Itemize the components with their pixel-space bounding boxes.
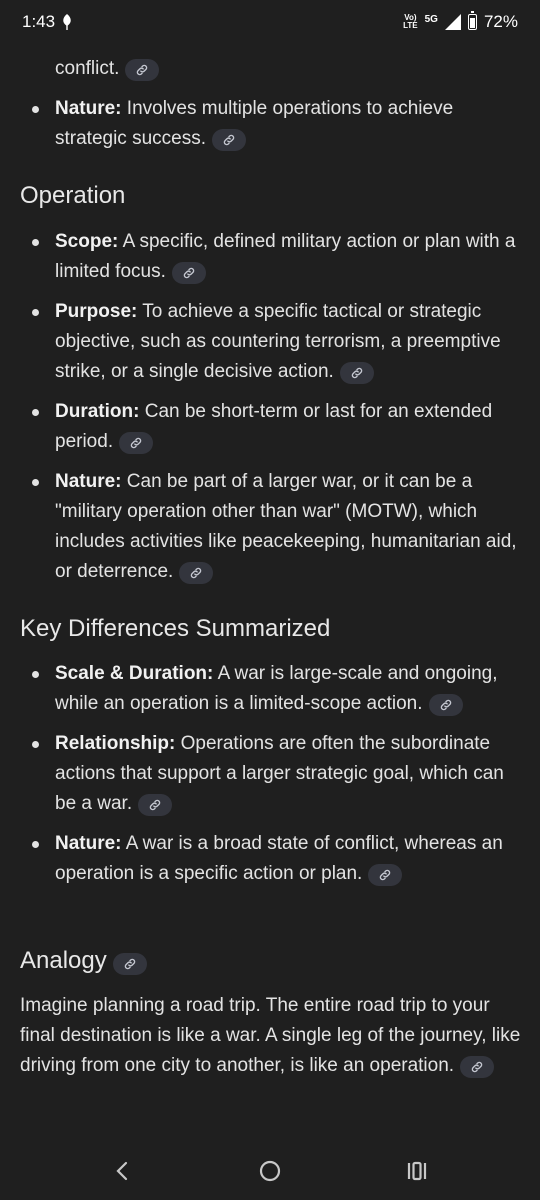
- signal-icon: [445, 14, 461, 30]
- battery-icon: [468, 14, 477, 30]
- status-bar: [0, 0, 540, 48]
- source-link-chip[interactable]: [172, 262, 206, 284]
- link-icon: [350, 366, 364, 380]
- operation-list: [20, 227, 520, 597]
- list-item: Scale & Duration: A war is large-scale and ongoing, while an operation is a limited-scope action.: [20, 659, 520, 719]
- source-link-chip[interactable]: [460, 1056, 494, 1078]
- source-link-chip[interactable]: [119, 432, 153, 454]
- leaf-icon: [61, 14, 73, 30]
- link-icon: [182, 266, 196, 280]
- source-link-chip[interactable]: [340, 362, 374, 384]
- partial-text-content: conflict.: [55, 58, 120, 79]
- source-link-chip[interactable]: [138, 794, 172, 816]
- link-icon: [129, 436, 143, 450]
- section-heading-operation: Operation: [20, 182, 126, 209]
- link-icon: [135, 63, 149, 77]
- clock: 1:43: [22, 12, 56, 31]
- list-item: Nature: Involves multiple operations to achieve strategic success.: [20, 94, 520, 154]
- source-link-chip[interactable]: [429, 694, 463, 716]
- battery-percent: 72%: [483, 12, 518, 31]
- link-icon: [439, 698, 453, 712]
- source-link-chip[interactable]: [179, 562, 213, 584]
- list-item: Nature: Can be part of a larger war, or it can be a "military operation other than war" (MOTW), which includes activities like peacekeeping, humanitarian aid, or deterrence.: [20, 467, 520, 587]
- analogy-text: Imagine planning a road trip. The entire road trip to your final destination is like a war. A single leg of the journey, like driving from one city to another, is like an operation.: [20, 995, 521, 1076]
- section-heading-differences: Key Differences Summarized: [20, 615, 331, 642]
- list-item: Scope: A specific, defined military action or plan with a limited focus.: [20, 227, 520, 287]
- list-item: Duration: Can be short-term or last for an extended period.: [20, 397, 520, 457]
- source-link-chip[interactable]: [113, 953, 147, 975]
- partial-text: [55, 54, 515, 84]
- link-icon: [123, 957, 137, 971]
- list-item: Nature: A war is a broad state of conflict, whereas an operation is a specific action or plan.: [20, 829, 520, 889]
- list-item: Purpose: To achieve a specific tactical or strategic objective, such as countering terrorism, a preemptive strike, or a single decisive action.: [20, 297, 520, 387]
- list-item: Relationship: Operations are often the subordinate actions that support a larger strategic goal, which can be a war.: [20, 729, 520, 819]
- home-icon[interactable]: [257, 1158, 283, 1184]
- source-link-chip[interactable]: [125, 59, 159, 81]
- link-icon: [189, 566, 203, 580]
- differences-list: [20, 659, 520, 899]
- back-icon[interactable]: [110, 1158, 136, 1184]
- link-icon: [470, 1060, 484, 1074]
- recents-icon[interactable]: [404, 1158, 430, 1184]
- source-link-chip[interactable]: [368, 864, 402, 886]
- link-icon: [378, 868, 392, 882]
- source-link-chip[interactable]: [212, 129, 246, 151]
- section-heading-analogy: Analogy: [20, 947, 107, 974]
- analogy-heading-row: [20, 945, 520, 977]
- link-icon: [222, 133, 236, 147]
- network-type: 5G: [424, 13, 438, 25]
- navigation-bar: [0, 1140, 540, 1200]
- analogy-paragraph: [20, 991, 525, 1081]
- partial-list: [20, 94, 520, 164]
- volte-indicator: Vo) LTE: [403, 13, 418, 30]
- link-icon: [148, 798, 162, 812]
